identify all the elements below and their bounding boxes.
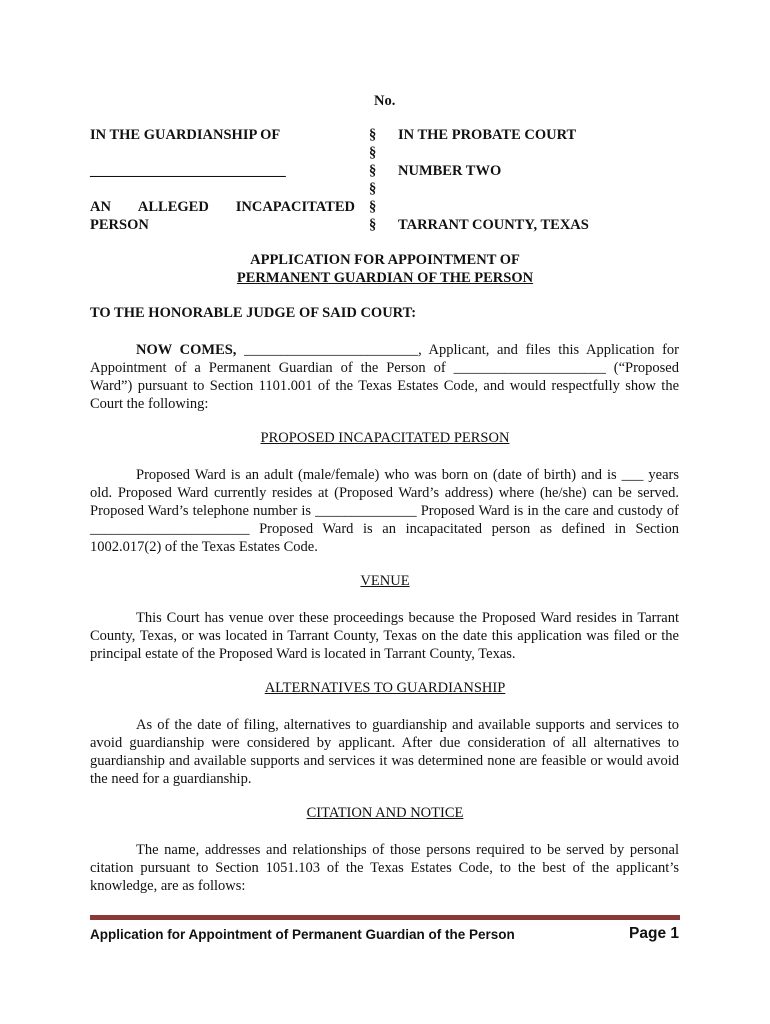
caption-word-alleged: ALLEGED [137,199,209,215]
caption-word-incapacitated: INCAPACITATED [235,199,355,215]
title-line-2: PERMANENT GUARDIAN OF THE PERSON [236,270,534,286]
caption-court: IN THE PROBATE COURT [398,127,577,143]
document-title [90,251,680,287]
section-mark: § [369,145,377,161]
section-mark: § [369,127,377,143]
caption-alleged-line [90,198,355,216]
footer-rule [90,915,680,920]
section-mark: § [369,181,377,197]
footer-title: Application for Appointment of Permanent Guardian of the Person [90,927,515,942]
caption-number: NUMBER TWO [398,163,502,179]
caption-guardianship-of: IN THE GUARDIANSHIP OF [90,127,281,143]
paragraph-venue: This Court has venue over these proceedings because the Proposed Ward resides in Tarrant County, Texas, or was located in Tarrant County, Texas on the date this application was filed or the principal estate of the Proposed Ward is located in Tarrant County, Texas. [90,610,679,662]
intro-paragraph [90,341,679,413]
heading-citation-notice: CITATION AND NOTICE [306,805,464,821]
intro-lead: NOW COMES, [136,342,237,358]
caption-section-marks [369,126,381,234]
paragraph-proposed-incapacitated-person: Proposed Ward is an adult (male/female) who was born on (date of birth) and is ___ years old. Proposed Ward currently resides at (Proposed Ward’s address) where (he/she) can be served. Proposed Ward’s telephone number is ______________ Proposed Ward is in the care and custody of ______________________ Proposed Ward is an incapacitated person as defined in Section 1002.017(2) of the Texas Estates Code. [90,467,679,555]
heading-venue: VENUE [360,573,410,589]
section-mark: § [369,217,377,233]
page-number: Page 1 [629,925,679,942]
caption-person: PERSON [90,217,149,233]
caption-county: TARRANT COUNTY, TEXAS [398,217,589,233]
paragraph-alternatives: As of the date of filing, alternatives to guardianship and available supports and services to avoid guardianship were considered by applicant. After due consideration of all alternatives to guardianship and available supports and services it was determined none are feasible or would avoid the need for a guardianship. [90,717,679,787]
section-mark: § [369,163,377,179]
caption-left [90,126,360,234]
heading-proposed-incapacitated-person: PROPOSED INCAPACITATED PERSON [260,430,510,446]
case-caption [90,126,690,238]
case-number: No. [374,93,396,109]
salutation: TO THE HONORABLE JUDGE OF SAID COURT: [90,305,417,321]
heading-alternatives: ALTERNATIVES TO GUARDIANSHIP [264,680,506,696]
intro-text: ________________________, Applicant, and files this Application for Appointment of a Permanent Guardian of the Person of _____________________ (“Proposed Ward”) pursuant to Section 1101.001 of the Texas Estates Code, and would respectfully show the Court the following: [90,342,679,412]
caption-right [398,126,698,234]
title-line-1: APPLICATION FOR APPOINTMENT OF [250,252,520,268]
section-mark: § [369,199,377,215]
caption-name-blank: ___________________________ [90,163,286,179]
paragraph-citation-notice: The name, addresses and relationships of those persons required to be served by personal citation pursuant to Section 1051.103 of the Texas Estates Code, to the best of the applicant’s knowledge, are as follows: [90,842,679,894]
caption-word-an: AN [90,199,111,215]
